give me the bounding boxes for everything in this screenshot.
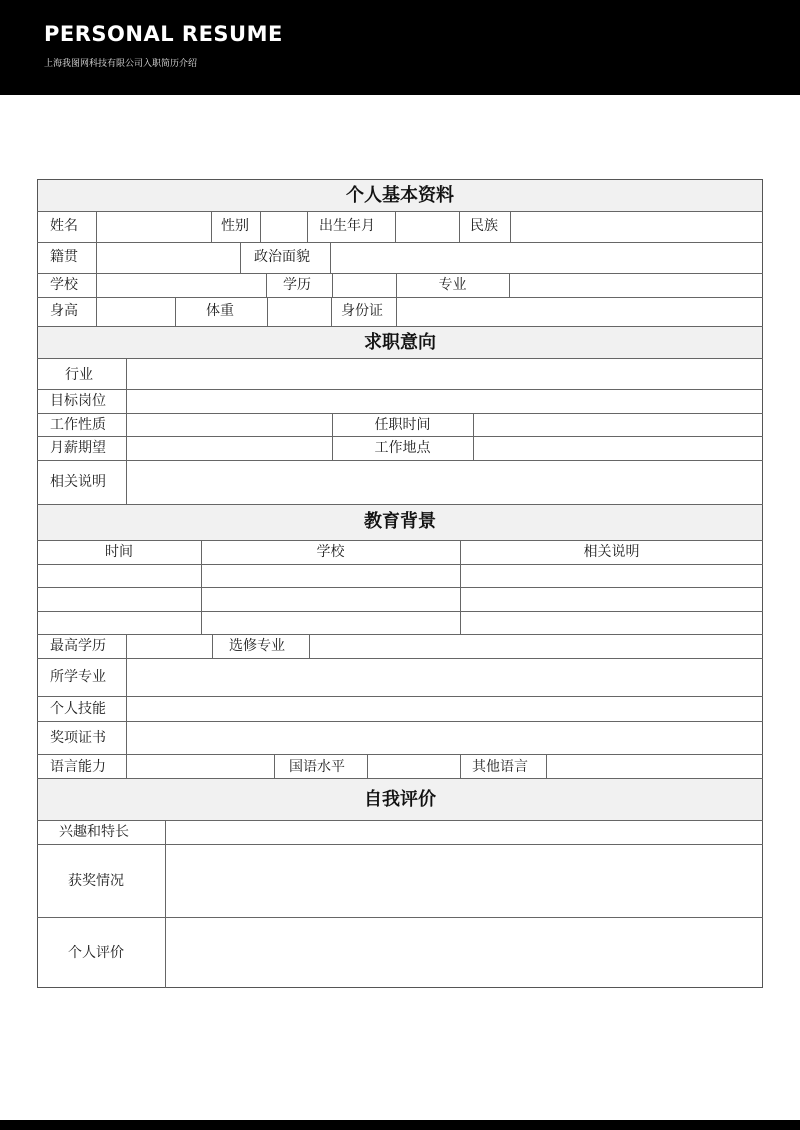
edu-col-school: 学校 — [316, 544, 345, 560]
label-language-ability: 语言能力 — [50, 759, 106, 775]
resume-form — [37, 179, 763, 988]
label-notes: 相关说明 — [50, 474, 106, 490]
label-evaluation: 个人评价 — [68, 945, 124, 961]
label-id-card: 身份证 — [341, 303, 383, 319]
label-start-time: 任职时间 — [374, 417, 431, 433]
section-title-basic: 个人基本资料 — [346, 185, 454, 206]
label-salary: 月薪期望 — [50, 440, 106, 456]
edu-col-notes: 相关说明 — [583, 544, 640, 560]
label-other-language: 其他语言 — [472, 759, 528, 775]
section-title-education: 教育背景 — [364, 511, 436, 532]
label-elective: 选修专业 — [229, 638, 285, 654]
label-school: 学校 — [50, 277, 78, 293]
label-target-position: 目标岗位 — [50, 393, 106, 409]
label-degree: 学历 — [283, 277, 311, 293]
label-major: 专业 — [438, 277, 467, 293]
label-native-place: 籍贯 — [50, 249, 78, 265]
label-skills: 个人技能 — [50, 701, 106, 717]
label-hobbies: 兴趣和特长 — [59, 824, 129, 840]
label-job-type: 工作性质 — [50, 417, 106, 433]
label-awards-certs: 奖项证书 — [50, 730, 106, 746]
section-title-intent: 求职意向 — [364, 332, 436, 353]
label-major-studied: 所学专业 — [50, 669, 106, 685]
label-industry: 行业 — [65, 367, 93, 383]
section-title-self: 自我评价 — [364, 789, 436, 810]
label-political-status: 政治面貌 — [254, 249, 310, 265]
label-mandarin: 国语水平 — [289, 759, 345, 775]
resume-subtitle: 上海我图网科技有限公司入职简历介绍 — [44, 59, 198, 69]
label-birth: 出生年月 — [319, 218, 375, 234]
label-awards: 获奖情况 — [68, 873, 124, 889]
label-weight: 体重 — [206, 303, 234, 319]
label-height: 身高 — [50, 303, 78, 319]
edu-col-time: 时间 — [105, 544, 133, 560]
label-location: 工作地点 — [374, 440, 431, 456]
label-highest-degree: 最高学历 — [50, 638, 106, 654]
footer-bar — [0, 1120, 800, 1130]
resume-title: PERSONAL RESUME — [44, 22, 283, 46]
label-name: 姓名 — [50, 218, 78, 234]
label-ethnicity: 民族 — [470, 218, 498, 234]
label-gender: 性别 — [221, 218, 249, 234]
header-banner — [0, 0, 800, 95]
